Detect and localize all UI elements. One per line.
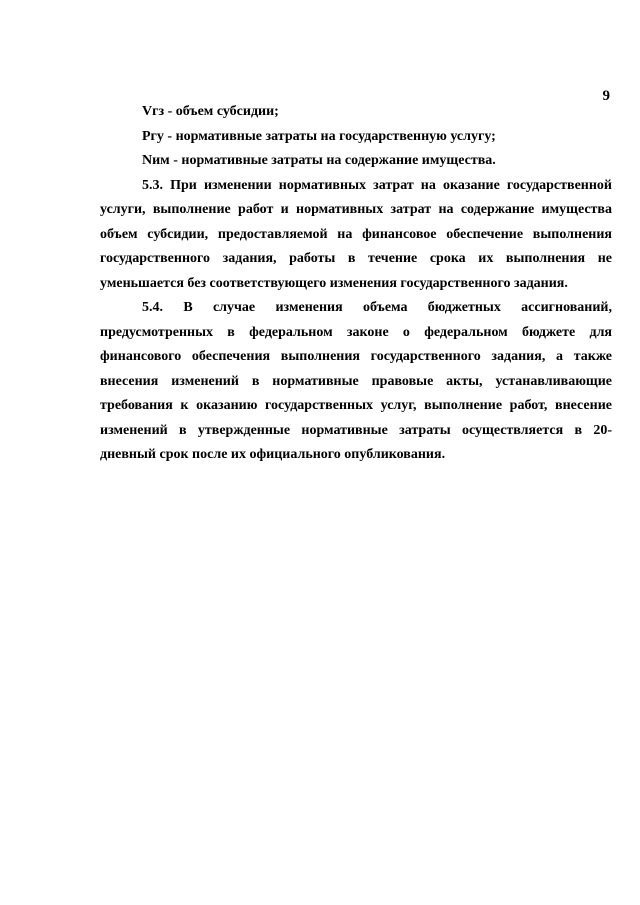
paragraph-5-4: 5.4. В случае изменения объема бюджетных ассигнований, предусмотренных в федеральном законе о федеральном бюджете для финансового обеспечения выполнения государственного задания, а также внесения изменений в нормативные правовые акты, устанавливающие требования к оказанию государственных услуг, выполнение работ, внесение изменений в утвержденные нормативные затраты осуществляется в 20-дневный срок после их официального опубликования. (100, 300, 612, 462)
document-body (100, 100, 612, 468)
definition-subsidy-volume: Vгз - объем субсидии; (142, 104, 279, 119)
definition-property-costs: Nим - нормативные затраты на содержание имущества. (142, 153, 496, 168)
paragraph-5-3: 5.3. При изменении нормативных затрат на оказание государственной услуги, выполнение работ и нормативных затрат на содержание имущества объем субсидии, предоставляемой на финансовое обеспечение выполнения государственного задания, работы в течение срока их выполнения не уменьшается без соответствующего изменения государственного задания. (100, 177, 612, 291)
definition-service-costs: Pгу - нормативные затраты на государственную услугу; (142, 128, 496, 144)
page-number: 9 (602, 88, 610, 104)
